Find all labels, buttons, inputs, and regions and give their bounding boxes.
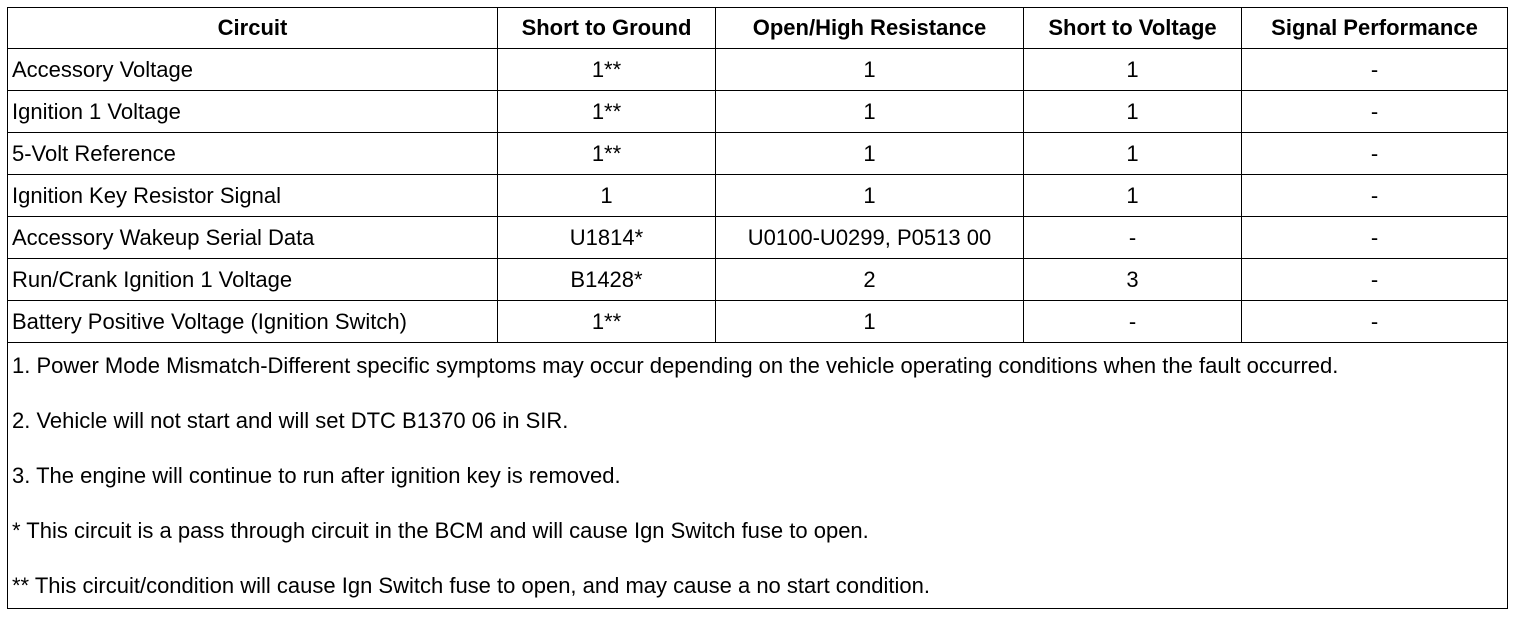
signal-performance-cell: - [1242, 175, 1508, 217]
header-signal-performance: Signal Performance [1242, 8, 1508, 49]
header-circuit: Circuit [8, 8, 498, 49]
note-double-asterisk: ** This circuit/condition will cause Ign Switch fuse to open, and may cause a no start condition. [12, 573, 930, 598]
circuit-cell: Accessory Voltage [8, 49, 498, 91]
note-2: 2. Vehicle will not start and will set DTC B1370 06 in SIR. [12, 408, 569, 433]
short-to-voltage-cell: 1 [1024, 91, 1242, 133]
signal-performance-cell: - [1242, 91, 1508, 133]
header-short-to-ground: Short to Ground [498, 8, 716, 49]
open-high-resistance-cell: 1 [716, 301, 1024, 343]
table-row [8, 301, 1508, 343]
diagnostic-table [7, 7, 1508, 609]
short-to-ground-cell: 1** [498, 91, 716, 133]
open-high-resistance-cell: 2 [716, 259, 1024, 301]
short-to-ground-cell: 1 [498, 175, 716, 217]
short-to-voltage-cell: 1 [1024, 175, 1242, 217]
table-row [8, 217, 1508, 259]
signal-performance-cell: - [1242, 301, 1508, 343]
open-high-resistance-cell: 1 [716, 133, 1024, 175]
circuit-cell: Ignition Key Resistor Signal [8, 175, 498, 217]
short-to-voltage-cell: 1 [1024, 133, 1242, 175]
table-row [8, 49, 1508, 91]
short-to-voltage-cell: - [1024, 301, 1242, 343]
short-to-ground-cell: B1428* [498, 259, 716, 301]
circuit-cell: Accessory Wakeup Serial Data [8, 217, 498, 259]
signal-performance-cell: - [1242, 259, 1508, 301]
signal-performance-cell: - [1242, 217, 1508, 259]
table-row [8, 259, 1508, 301]
table-row [8, 91, 1508, 133]
table-row [8, 175, 1508, 217]
short-to-ground-cell: 1** [498, 133, 716, 175]
note-3: 3. The engine will continue to run after ignition key is removed. [12, 463, 621, 488]
header-short-to-voltage: Short to Voltage [1024, 8, 1242, 49]
open-high-resistance-cell: 1 [716, 49, 1024, 91]
circuit-cell: Ignition 1 Voltage [8, 91, 498, 133]
short-to-ground-cell: 1** [498, 49, 716, 91]
notes-cell [8, 343, 1508, 609]
header-open-high-resistance: Open/High Resistance [716, 8, 1024, 49]
short-to-ground-cell: 1** [498, 301, 716, 343]
circuit-cell: Run/Crank Ignition 1 Voltage [8, 259, 498, 301]
signal-performance-cell: - [1242, 49, 1508, 91]
open-high-resistance-cell: U0100-U0299, P0513 00 [716, 217, 1024, 259]
open-high-resistance-cell: 1 [716, 175, 1024, 217]
open-high-resistance-cell: 1 [716, 91, 1024, 133]
short-to-ground-cell: U1814* [498, 217, 716, 259]
note-1: 1. Power Mode Mismatch-Different specific symptoms may occur depending on the vehicle operating conditions when the fault occurred. [12, 353, 1339, 378]
short-to-voltage-cell: 3 [1024, 259, 1242, 301]
circuit-cell: Battery Positive Voltage (Ignition Switch) [8, 301, 498, 343]
circuit-cell: 5-Volt Reference [8, 133, 498, 175]
short-to-voltage-cell: - [1024, 217, 1242, 259]
short-to-voltage-cell: 1 [1024, 49, 1242, 91]
notes-row [8, 343, 1508, 609]
table-header-row [8, 8, 1508, 49]
table-row [8, 133, 1508, 175]
signal-performance-cell: - [1242, 133, 1508, 175]
note-single-asterisk: * This circuit is a pass through circuit in the BCM and will cause Ign Switch fuse to open. [12, 518, 869, 543]
